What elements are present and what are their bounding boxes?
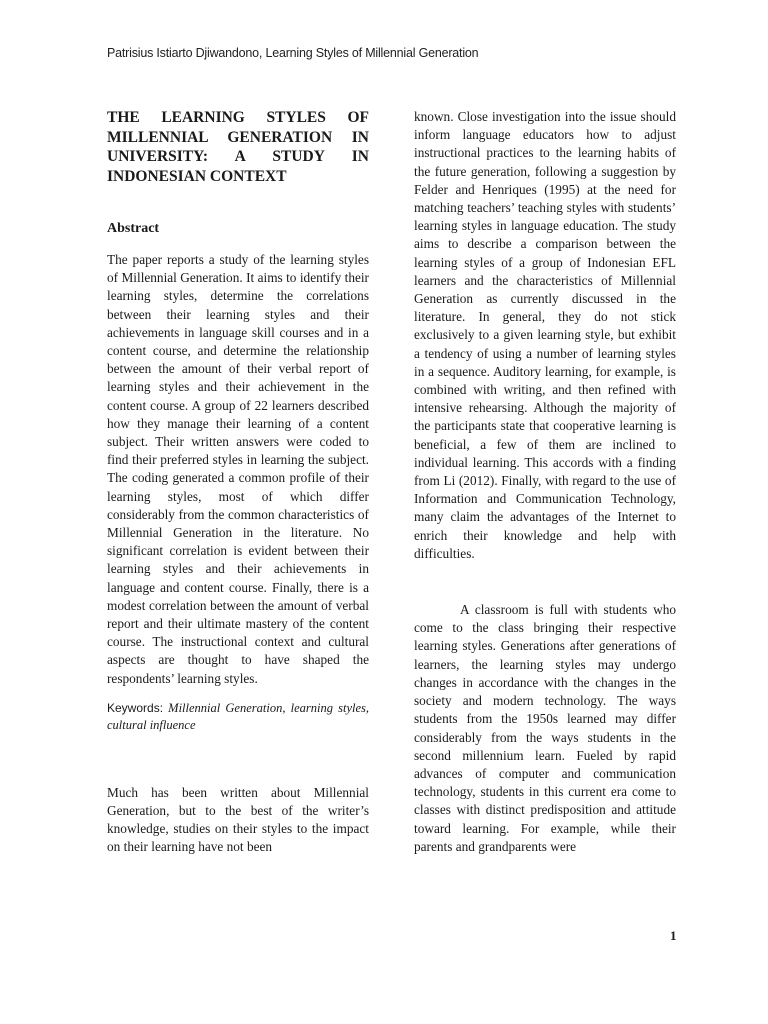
- intro-paragraph-start: Much has been written about Millennial Generation, but to the best of the writer’s knowledge, studies on their styles to the impact on their learning have not been: [107, 784, 369, 855]
- body-paragraph: A classroom is full with students who come to the class bringing their respective learning styles. Generations after generations of learners, the learning styles may undergo changes in accordance with the changes in the society and modern technology. The ways students from the 1950s learned may differ considerably from the ways students in the second millennium learn. Fueled by rapid advances of computer and communication technology, students in this current era come to classes with distinct predisposition and attitude toward learning. For example, while their parents and grandparents were: [414, 602, 676, 854]
- abstract-heading: Abstract: [107, 221, 160, 236]
- keywords-list: Millennial Generation, learning styles, cultural influence: [107, 700, 369, 732]
- page-number: 1: [670, 928, 677, 943]
- keywords: [107, 700, 369, 734]
- abstract-text: The paper reports a study of the learning styles of Millennial Generation. It aims to identify their learning styles, determine the correlations between their learning styles and their achievements in language skill courses and in a content course, and determine the relationship between the amount of their verbal report of learning styles and their achievement in the content course. A group of 22 learners described how they manage their learning of a content subject. Their written answers were coded to find their preferred styles in learning the subject. The coding generated a common profile of their learning styles, most of which differ considerably from the common characteristics of Millennial Generation in the literature. No significant correlation is evident between their learning styles and their achievements in language and content course. Finally, there is a modest correlation between the amount of verbal report and their ultimate mastery of the content course. The instructional context and cultural aspects are thought to have shaped the respondents’ learning styles.: [107, 252, 369, 686]
- right-column: [414, 108, 676, 856]
- intro-paragraph-continued: known. Close investigation into the issue should inform language educators how to adjust instructional practices to the learning habits of the future generation, following a suggestion by Felder and Henriques (1995) at the need for matching teachers’ teaching styles with students’ learning styles in language education. The study aims to describe a comparison between the learning styles of a group of Indonesian EFL learners and the characteristics of Millennial Generation as currently discussed in the literature. In general, they do not stick exclusively to a given learning style, but exhibit a tendency of using a number of learning styles in a sequence. Auditory learning, for example, is combined with writing, and then refined with intensive rehearsing. Although the majority of the participants state that cooperative learning is beneficial, a few of them are inclined to individual learning. This accords with a finding from Li (2012). Finally, with regard to the use of Information and Communication Technology, many claim the advantages of the Internet to enrich their knowledge and help with difficulties.: [414, 109, 676, 561]
- left-column: [107, 108, 369, 857]
- keywords-label: Keywords:: [107, 700, 164, 715]
- running-header: Patrisius Istiarto Djiwandono, Learning Styles of Millennial Generation: [107, 46, 479, 60]
- paper-title: THE LEARNING STYLES OF MILLENNIAL GENERATION IN UNIVERSITY: A STUDY IN INDONESIAN CONTEXT: [107, 109, 369, 185]
